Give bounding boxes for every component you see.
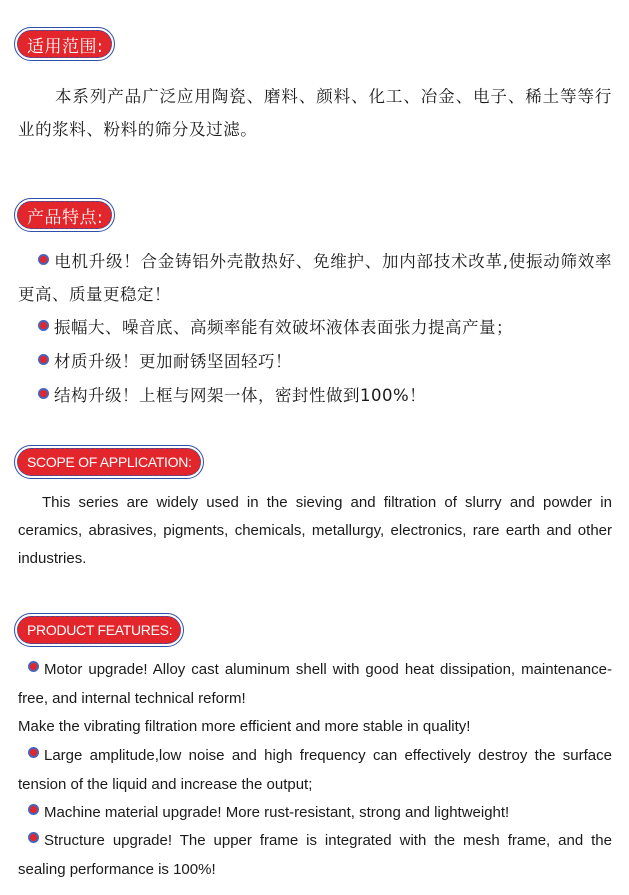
bullet-icon [28, 832, 39, 843]
cn-scope-text: 本系列产品广泛应用陶瓷、磨料、颜料、化工、冶金、电子、稀土等等行业的浆料、粉料的筛分及过滤。 [18, 87, 612, 139]
bullet-icon [38, 354, 49, 365]
en-feature-item: Structure upgrade! The upper frame is integrated with the mesh frame, and the sealing performance is 100%! [18, 832, 612, 878]
en-feature-item: Machine material upgrade! More rust-resistant, strong and lightweight! [18, 799, 612, 828]
cn-features-title-badge [17, 201, 112, 229]
en-features-title: PRODUCT FEATURES: [27, 622, 173, 638]
bullet-icon [28, 747, 39, 758]
en-scope-title-badge [17, 448, 201, 476]
cn-feature-item: 电机升级！合金铸铝外壳散热好、免维护、加内部技术改革,使振动筛效率更高、质量更稳定！ [18, 252, 612, 304]
cn-scope-title: 适用范围: [27, 36, 104, 57]
bullet-icon [38, 388, 49, 399]
bullet-icon [38, 254, 49, 265]
cn-feature-item: 材质升级！更加耐锈坚固轻巧！ [18, 345, 612, 378]
en-feature-item: Motor upgrade! Alloy cast aluminum shell with good heat dissipation, maintenance-free, and internal technical reform! [18, 661, 612, 707]
cn-feature-item: 振幅大、噪音底、高频率能有效破坏液体表面张力提高产量； [18, 311, 612, 344]
bullet-icon [28, 661, 39, 672]
cn-features-title: 产品特点: [27, 207, 104, 228]
bullet-icon [28, 804, 39, 815]
en-scope-title: SCOPE OF APPLICATION: [27, 454, 192, 470]
en-features-title-badge [17, 616, 181, 644]
en-feature-item-continued: Make the vibrating filtration more efficient and more stable in quality! [18, 718, 471, 735]
cn-scope-title-badge [17, 30, 112, 58]
cn-feature-item: 结构升级！上框与网架一体，密封性做到100%！ [18, 379, 612, 412]
en-feature-item: Large amplitude,low noise and high frequency can effectively destroy the surface tension of the liquid and increase the output; [18, 747, 612, 793]
bullet-icon [38, 320, 49, 331]
en-scope-text: This series are widely used in the sieving and filtration of slurry and powder in ceramics, abrasives, pigments, chemicals, metallurgy, electronics, rare earth and other industries. [18, 494, 612, 567]
